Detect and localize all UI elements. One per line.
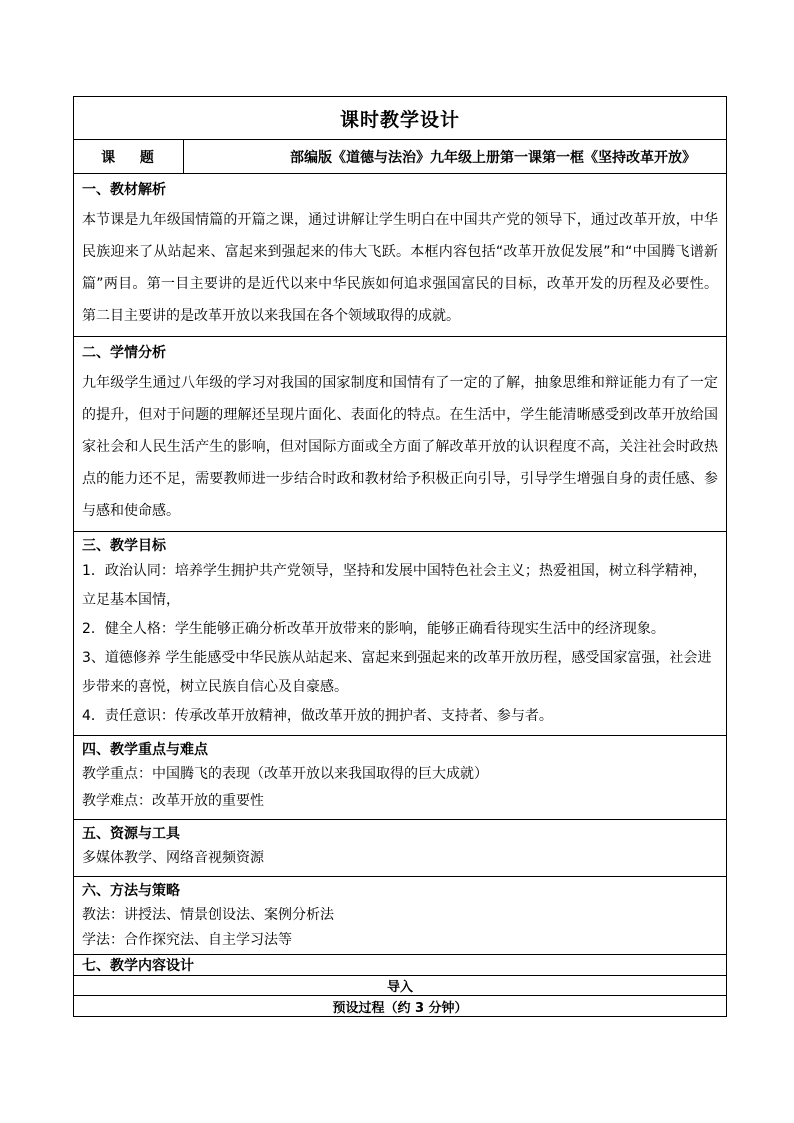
section-body bbox=[74, 845, 726, 876]
document-title: 课时教学设计 bbox=[74, 97, 726, 140]
key-point: 教学重点：中国腾飞的表现（改革开放以来我国取得的巨大成就） bbox=[82, 766, 488, 782]
process-row: 预设过程（约 3 分钟） bbox=[332, 1000, 468, 1016]
section-teaching-goals bbox=[74, 532, 726, 736]
section-body bbox=[74, 761, 726, 819]
goal-item: 2．健全人格：学生能够正确分析改革开放带来的影响，能够正确看待现实生活中的经济现象。 bbox=[82, 621, 665, 637]
section-title: 四、教学重点与难点 bbox=[82, 741, 208, 758]
section-title: 二、学情分析 bbox=[82, 345, 166, 361]
section-textbook-analysis bbox=[74, 174, 726, 337]
subject-label: 课 题 bbox=[74, 140, 184, 173]
section-methods bbox=[74, 877, 726, 955]
resources-text: 多媒体教学、网络音视频资源 bbox=[82, 850, 264, 866]
section-body: 九年级学生通过八年级的学习对我国的国家制度和国情有了一定的了解，抽象思维和辩证能力有了一定的提升，但对于问题的理解还呈现片面化、表面化的特点。在生活中，学生能清晰感受到改革开放给国家社会和人民生活产生的影响，但对国际方面或全方面了解改革开放的认识程度不高，关注社会时政热点的能力还不足，需要教师进一步结合时政和教材给予积极正向引导，引导学生增强自身的责任感、参与感和使命感。 bbox=[82, 375, 718, 519]
section-resources bbox=[74, 820, 726, 877]
section-title: 五、资源与工具 bbox=[82, 825, 180, 842]
section-body bbox=[74, 902, 726, 954]
section-body bbox=[74, 557, 726, 735]
subject-row bbox=[74, 140, 726, 174]
learning-method: 学法：合作探究法、自主学习法等 bbox=[82, 932, 292, 948]
section-title: 七、教学内容设计 bbox=[82, 958, 194, 974]
goal-item: 4．责任意识：传承改革开放精神，做改革开放的拥护者、支持者、参与者。 bbox=[82, 708, 553, 724]
section-student-analysis bbox=[74, 337, 726, 532]
lesson-plan-table bbox=[73, 96, 727, 1017]
subject-value: 部编版《道德与法治》九年级上册第一课第一框《坚持改革开放》 bbox=[290, 149, 696, 166]
intro-row: 导入 bbox=[74, 976, 726, 996]
goal-item: 3、道德修养 学生能感受中华民族从站起来、富起来到强起来的改革开放历程，感受国家富强，社会进步带来的喜悦，树立民族自信心及自豪感。 bbox=[82, 650, 712, 695]
section-title: 一、教材解析 bbox=[82, 182, 166, 198]
difficulty: 教学难点：改革开放的重要性 bbox=[82, 793, 264, 809]
goal-item: 1．政治认同：培养学生拥护共产党领导，坚持和发展中国特色社会主义；热爱祖国，树立科学精神，立足基本国情， bbox=[82, 563, 707, 608]
section-content-design bbox=[74, 955, 726, 976]
section-title: 三、教学目标 bbox=[82, 537, 166, 554]
section-body: 本节课是九年级国情篇的开篇之课，通过讲解让学生明白在中国共产党的领导下，通过改革开放，中华民族迎来了从站起来、富起来到强起来的伟大飞跃。本框内容包括“改革开放促发展”和“中国腾飞谱新篇”两目。第一目主要讲的是近代以来中华民族如何追求强国富民的目标，改革开发的历程及必要性。第二目主要讲的是改革开放以来我国在各个领域取得的成就。 bbox=[82, 212, 718, 324]
section-key-points bbox=[74, 736, 726, 820]
teaching-method: 教法：讲授法、情景创设法、案例分析法 bbox=[82, 907, 334, 923]
section-title: 六、方法与策略 bbox=[82, 882, 180, 899]
